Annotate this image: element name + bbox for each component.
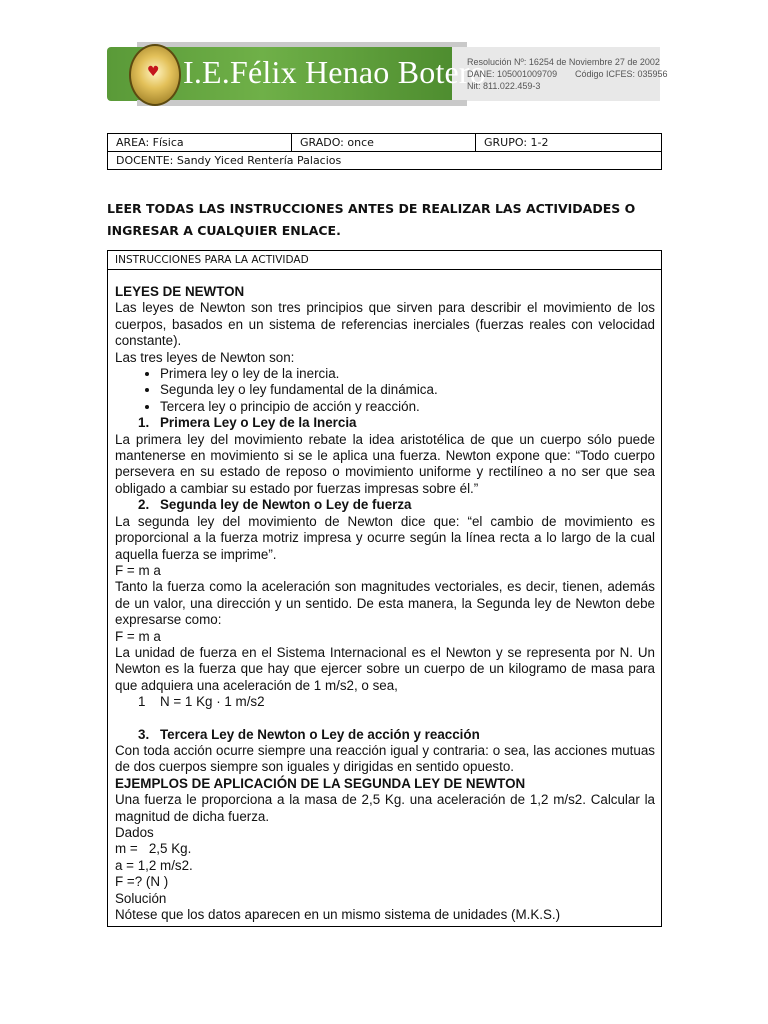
second-law-paragraph-3: La unidad de fuerza en el Sistema Internacional es el Newton y se representa por N. Un Newton es la fuerza que hay que ejercer sobre un cuerpo de un kilogramo de masa para que adquiera una aceleración de 1 m/s2, o sea,	[115, 644, 655, 693]
list-item: • Tercera ley o principio de acción y reacción.	[160, 399, 655, 415]
formula-2: F = m a	[115, 628, 161, 644]
third-law-title: Tercera Ley de Newton o Ley de acción y reacción	[160, 726, 480, 742]
mass-value: m = 2,5 Kg.	[115, 841, 192, 857]
equation-number: 1	[138, 694, 146, 710]
list-item: • Primera ley o ley de la inercia.	[160, 366, 655, 382]
newton-equation	[115, 694, 655, 710]
heart-icon: ♥	[147, 64, 160, 80]
solucion-label: Solución	[115, 890, 167, 906]
first-law-number: 1.	[138, 415, 150, 431]
list-item: • Segunda ley o ley fundamental de la dinámica.	[160, 382, 655, 398]
resolution-text: Resolución Nº: 16254 de Noviembre 27 de 2002	[467, 57, 660, 67]
third-law-heading	[115, 727, 655, 743]
spacer	[115, 711, 655, 727]
laws-list	[115, 366, 655, 415]
first-law-title: Primera Ley o Ley de la Inercia	[160, 415, 357, 431]
dados-label: Dados	[115, 825, 154, 840]
example-paragraph: Una fuerza le proporciona a la masa de 2,5 Kg. una aceleración de 1,2 m/s2. Calcular la magnitud de dicha fuerza.	[115, 792, 655, 824]
second-law-number: 2.	[138, 497, 150, 513]
acceleration-value: a = 1,2 m/s2.	[115, 857, 193, 873]
equation-text: N = 1 Kg · 1 m/s2	[160, 694, 265, 710]
force-value: F =? (N )	[115, 874, 169, 890]
school-name: I.E.Félix Henao Botero	[183, 54, 486, 90]
first-law-paragraph: La primera ley del movimiento rebate la idea aristotélica de que un cuerpo sólo puede mantenerse en movimiento si se le aplica una fuerza. Newton expone que: “Todo cuerpo persevera en su estado de reposo o movimiento uniforme y rectilíneo a no ser que sea obligado a cambiar su estado por fuerzas impresas sobre él.”	[115, 431, 655, 496]
units-note: Nótese que los datos aparecen en un mismo sistema de unidades (M.K.S.)	[115, 907, 561, 923]
third-law-paragraph: Con toda acción ocurre siempre una reacción igual y contraria: o sea, las acciones mutuas de dos cuerpos siempre son iguales y dirigidas en sentido opuesto.	[115, 742, 655, 775]
instructions-header: INSTRUCCIONES PARA LA ACTIVIDAD	[108, 251, 661, 270]
instructions-box	[107, 250, 662, 927]
second-law-title: Segunda ley de Newton o Ley de fuerza	[160, 497, 412, 513]
second-law-paragraph: La segunda ley del movimiento de Newton dice que: “el cambio de movimiento es proporcional a la fuerza motriz impresa y ocurre según la línea recta a lo largo de la cual aquella fuerza se imprime”.	[115, 513, 655, 562]
first-law-heading	[115, 415, 655, 431]
school-emblem-icon	[129, 44, 181, 106]
instructions-content	[108, 270, 661, 923]
examples-title: EJEMPLOS DE APLICACIÓN DE LA SEGUNDA LEY DE NEWTON	[115, 775, 526, 791]
banner-stripe-bottom	[137, 100, 467, 106]
third-law-number: 3.	[138, 726, 150, 742]
nit-text: Nit: 811.022.459-3	[467, 81, 541, 91]
second-law-paragraph-2: Tanto la fuerza como la aceleración son magnitudes vectoriales, es decir, tienen, además de un valor, una dirección y un sentido. De esta manera, la Segunda ley de Newton debe expresarse como:	[115, 579, 655, 628]
school-registration-info	[467, 56, 668, 92]
course-info-table	[107, 133, 662, 170]
grado-cell: GRADO: once	[292, 134, 476, 152]
docente-cell: DOCENTE: Sandy Yiced Rentería Palacios	[108, 152, 662, 170]
icfes-text: Código ICFES: 035956	[575, 69, 668, 79]
formula-1: F = m a	[115, 562, 161, 578]
section-title: LEYES DE NEWTON	[115, 284, 245, 299]
intro-paragraph: Las leyes de Newton son tres principios que sirven para describir el movimiento de los cuerpos, basados en un sistema de referencias inerciales (fuerzas reales con velocidad constante).	[115, 300, 655, 349]
dane-text: DANE: 105001009709	[467, 69, 558, 79]
list-intro: Las tres leyes de Newton son:	[115, 349, 295, 365]
school-banner	[107, 42, 668, 104]
warning-text: LEER TODAS LAS INSTRUCCIONES ANTES DE REALIZAR LAS ACTIVIDADES O INGRESAR A CUALQUIER ENLACE.	[107, 201, 636, 238]
second-law-heading	[115, 497, 655, 513]
area-cell: AREA: Física	[108, 134, 292, 152]
grupo-cell: GRUPO: 1-2	[476, 134, 662, 152]
